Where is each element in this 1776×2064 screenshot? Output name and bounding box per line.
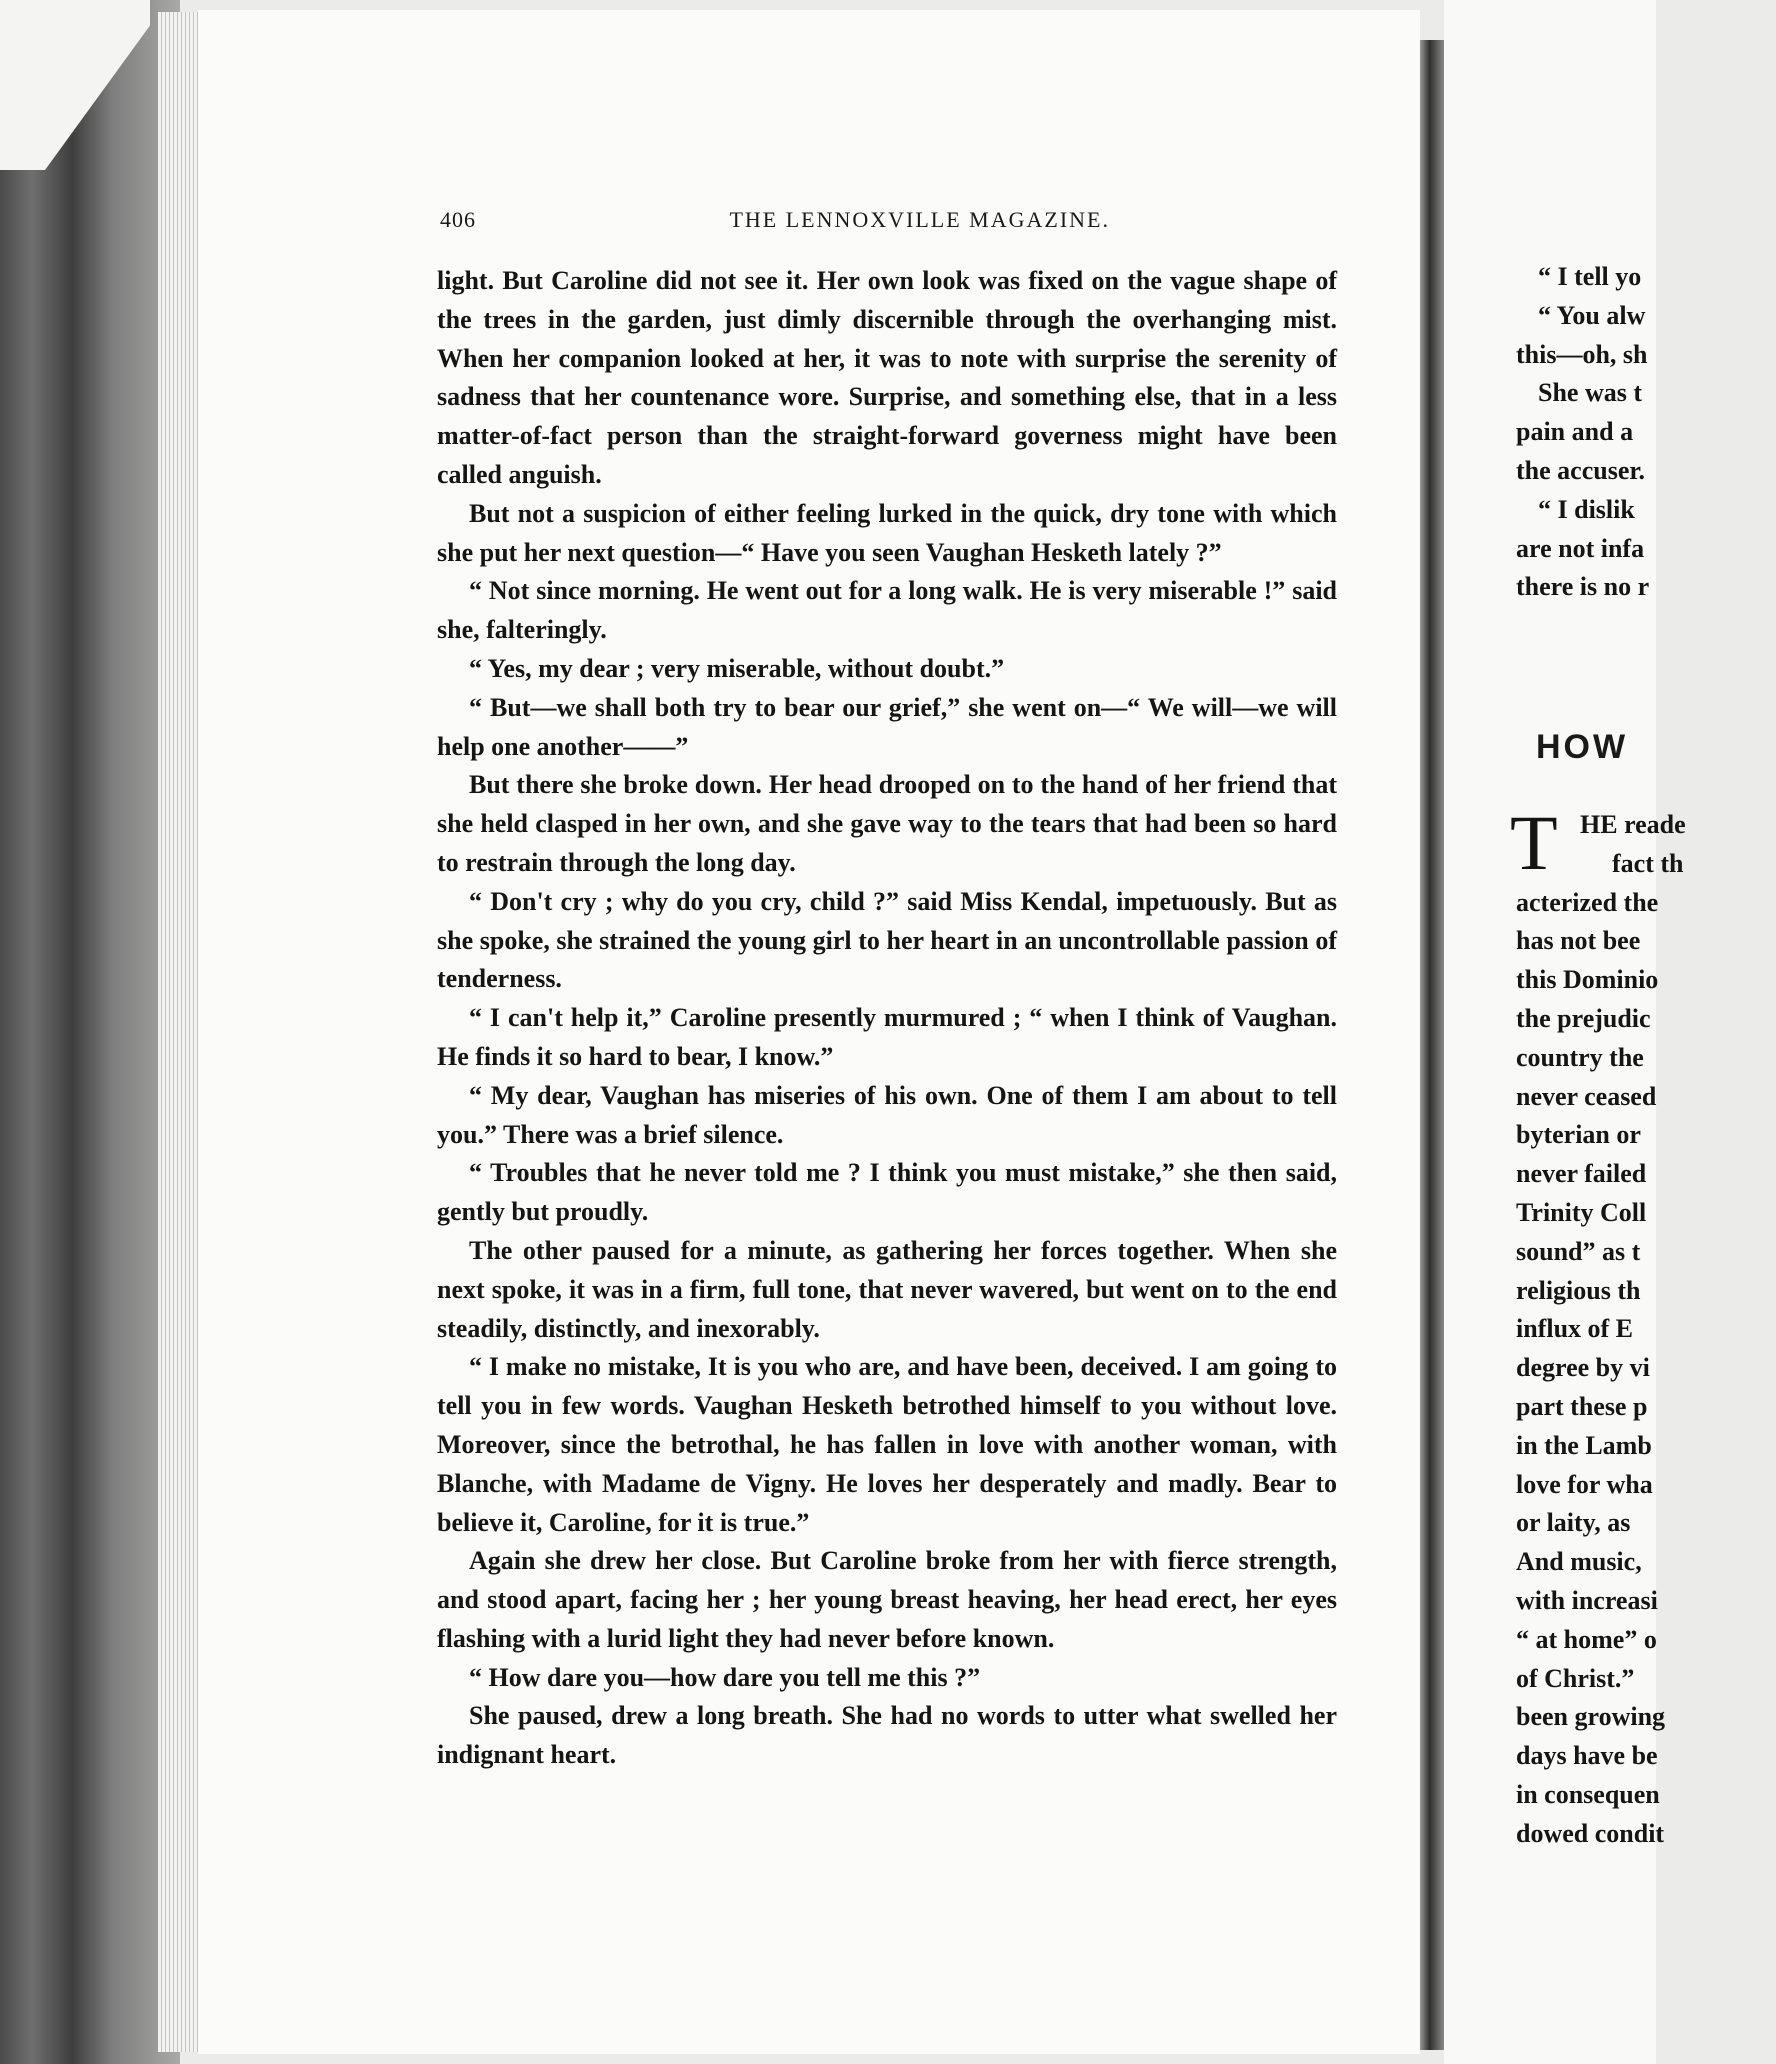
text-line: And music,: [1516, 1547, 1642, 1577]
page-number: 406: [440, 207, 476, 232]
paragraph: “ Not since morning. He went out for a long walk. He is very miserable !” said she, falteringly.: [437, 576, 1337, 645]
text-line: love for wha: [1516, 1469, 1653, 1499]
book-gutter: [1420, 40, 1444, 2050]
text-line: the prejudic: [1516, 1003, 1651, 1033]
left-text-column: [437, 262, 1337, 1775]
text-line: pain and a: [1516, 417, 1634, 447]
right-top-column: [1516, 258, 1776, 607]
paragraph: Again she drew her close. But Caroline broke from her with fierce strength, and stood apart, facing her ; her young breast heaving, her head erect, her eyes flashing with a lurid light they had never before known.: [437, 1546, 1337, 1653]
page-edge-stack: [158, 12, 200, 2052]
text-line: “ I tell yo: [1538, 262, 1642, 291]
text-line: the accuser.: [1516, 455, 1646, 485]
paragraph: “ My dear, Vaughan has miseries of his own. One of them I am about to tell you.” There was a brief silence.: [437, 1080, 1337, 1149]
text-line: or laity, as: [1516, 1508, 1631, 1538]
text-line: “ I dislik: [1538, 494, 1635, 524]
text-line: acterized the: [1516, 887, 1659, 917]
text-line: Trinity Coll: [1516, 1197, 1647, 1227]
paragraph: “ But—we shall both try to bear our grief,” she went on—“ We will—we will help one another——”: [437, 692, 1337, 761]
paragraph: “ I can't help it,” Caroline presently murmured ; “ when I think of Vaughan. He finds it so hard to bear, I know.”: [437, 1003, 1337, 1071]
text-line: with increasi: [1516, 1585, 1658, 1615]
text-line: are not infa: [1516, 533, 1645, 563]
text-line: degree by vi: [1516, 1353, 1650, 1383]
paragraph: “ How dare you—how dare you tell me this ?”: [469, 1662, 981, 1692]
paragraph: “ I make no mistake, It is you who are, and have been, deceived. I am going to tell you in few words. Vaughan Hesketh betrothed himself to you without love. Moreover, since the betrothal, he has fallen in love with another woman, with Blanche, with Madame de Vigny. He loves her desperately and madly. Bear to believe it, Caroline, for it is true.”: [437, 1352, 1337, 1537]
text-line: in the Lamb: [1516, 1430, 1652, 1460]
right-body-column: [1516, 806, 1716, 1854]
text-line: “ You alw: [1538, 300, 1646, 330]
text-line: there is no r: [1516, 572, 1650, 602]
text-line: part these p: [1516, 1391, 1648, 1421]
text-line: has not bee: [1516, 926, 1641, 956]
text-line: never ceased: [1516, 1081, 1657, 1111]
text-line: sound” as t: [1516, 1236, 1641, 1266]
paragraph: “ Troubles that he never told me ? I think you must mistake,” she then said, gently but proudly.: [437, 1158, 1337, 1227]
text-line: She was t: [1538, 378, 1643, 408]
text-line: days have be: [1516, 1741, 1658, 1771]
paragraph: She paused, drew a long breath. She had no words to utter what swelled her indignant heart.: [437, 1701, 1337, 1770]
text-line: been growing: [1516, 1702, 1666, 1732]
paragraph: But not a suspicion of either feeling lurked in the quick, dry tone with which she put her next question—“ Have you seen Vaughan Hesketh lately ?”: [437, 498, 1337, 567]
paragraph: “ Yes, my dear ; very miserable, without doubt.”: [469, 653, 1005, 683]
text-line: HE reade: [1580, 810, 1686, 839]
magazine-title: THE LENNOXVILLE MAGAZINE.: [729, 207, 1110, 232]
paragraph: But there she broke down. Her head drooped on to the hand of her friend that she held clasped in her own, and she gave way to the tears that had been so hard to restrain through the long day.: [437, 770, 1337, 877]
text-line: of Christ.”: [1516, 1663, 1635, 1693]
article-heading: HOW: [1536, 728, 1629, 766]
drop-cap: T: [1510, 799, 1558, 886]
book-spine-shadow: [0, 0, 180, 2064]
text-line: this—oh, sh: [1516, 339, 1648, 369]
paragraph: The other paused for a minute, as gathering her forces together. When she next spoke, it was in a firm, full tone, that never wavered, but went on to the end steadily, distinctly, and inexorably.: [437, 1235, 1337, 1343]
text-line: influx of E: [1516, 1314, 1634, 1344]
running-header: [440, 207, 1340, 241]
text-line: country the: [1516, 1042, 1644, 1072]
text-line: religious th: [1516, 1275, 1641, 1305]
text-line: never failed: [1516, 1159, 1647, 1189]
paragraph: light. But Caroline did not see it. Her own look was fixed on the vague shape of the trees in the garden, just dimly discernible through the overhanging mist. When her companion looked at her, it was to note with surprise the serenity of sadness that her countenance wore. Surprise, and something else, that in a less matter-of-fact person than the straight-forward governess might have been called anguish.: [437, 266, 1337, 489]
text-line: dowed condit: [1516, 1818, 1665, 1848]
paragraph: “ Don't cry ; why do you cry, child ?” said Miss Kendal, impetuously. But as she spoke, she strained the young girl to her heart in an uncontrollable passion of tenderness.: [437, 886, 1337, 994]
text-line: byterian or: [1516, 1120, 1641, 1150]
text-line: this Dominio: [1516, 965, 1659, 995]
text-line: in consequen: [1516, 1779, 1660, 1809]
text-line: fact th: [1612, 848, 1684, 878]
text-line: “ at home” o: [1516, 1624, 1657, 1654]
